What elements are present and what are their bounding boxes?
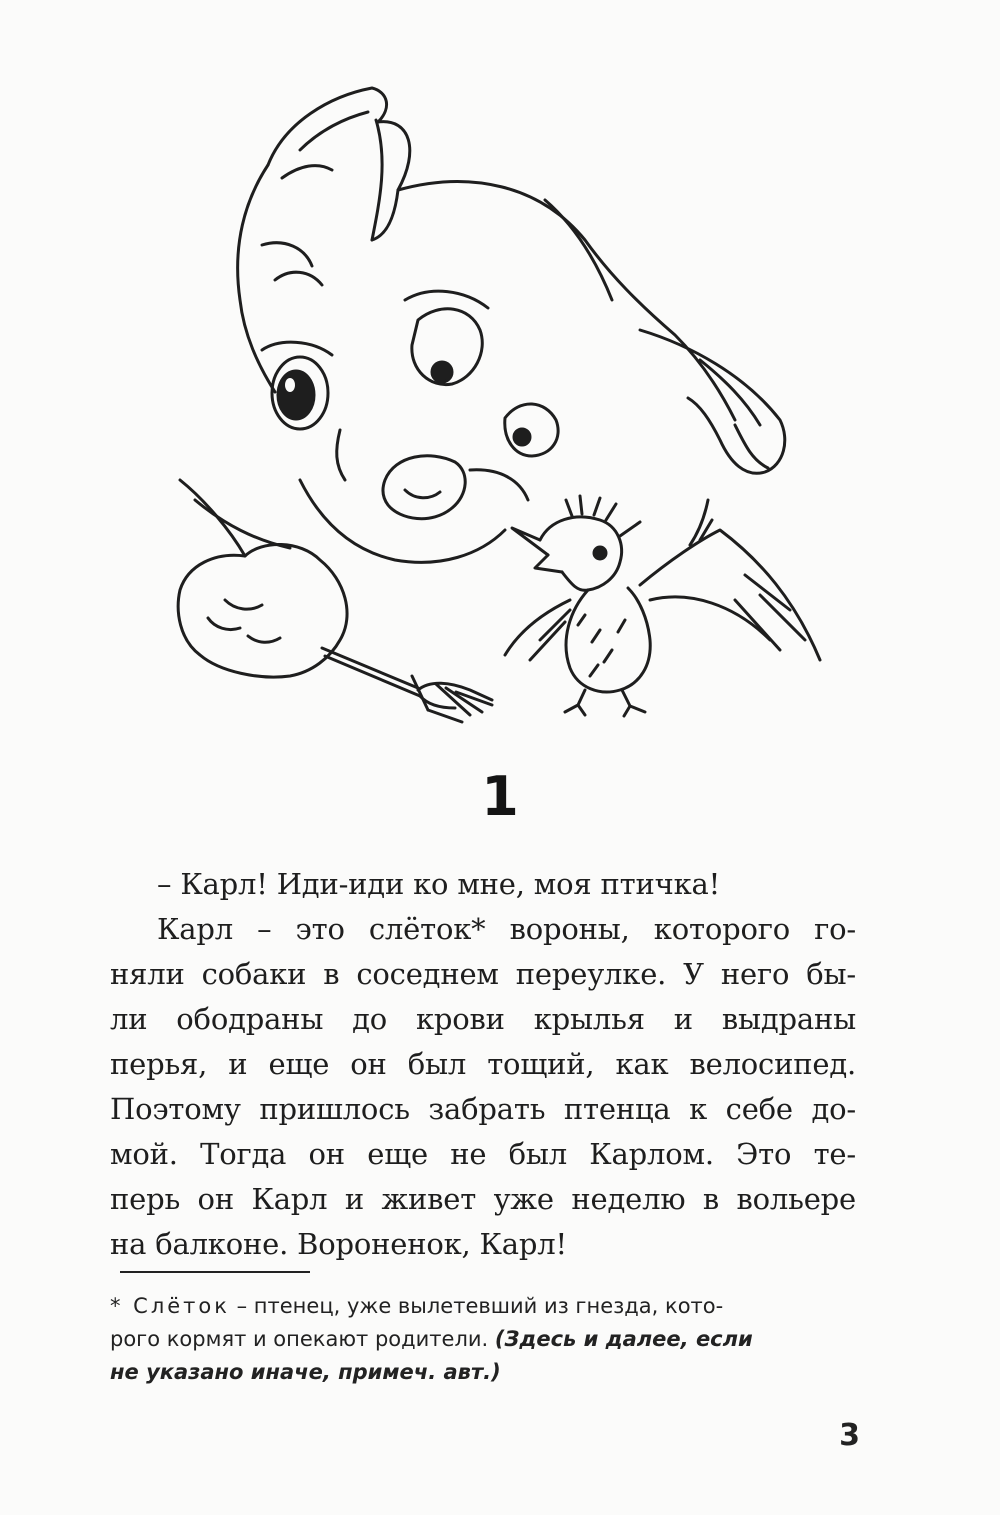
paragraph-1 — [110, 862, 856, 907]
footnote-editorial-note-cont: не указано иначе, примеч. авт.) — [110, 1360, 501, 1384]
paragraph-2 — [110, 907, 856, 952]
text-line: – Карл! Иди-иди ко мне, моя птичка! — [157, 867, 721, 901]
text-line: Поэтому пришлось забрать птенца к себе до- — [110, 1092, 856, 1126]
crow-fledgling-drawing — [505, 496, 820, 716]
body-text — [110, 862, 856, 1267]
footnote-editorial-note: (Здесь и далее, если — [494, 1327, 753, 1351]
text-line: мой. Тогда он еще не был Карлом. Это те- — [110, 1137, 856, 1171]
footnote-term: * Слёток — [110, 1294, 230, 1318]
footnote-divider — [120, 1271, 310, 1273]
text-line: ли ободраны до крови крылья и выдраны — [110, 1002, 856, 1036]
text-line: перь он Карл и живет уже неделю в вольере — [110, 1182, 856, 1216]
text-line: Карл – это слёток* вороны, которого го- — [157, 912, 856, 946]
page-number: 3 — [839, 1418, 860, 1453]
footnote-line-3 — [110, 1356, 856, 1389]
footnote — [110, 1290, 856, 1389]
text-line: няли собаки в соседнем переулке. У него бы- — [110, 957, 856, 991]
footnote-line-1 — [110, 1290, 856, 1323]
footnote-definition-cont: рого кормят и опекают родители. — [110, 1327, 495, 1351]
text-line: перья, и еще он был тощий, как велосипед. — [110, 1047, 856, 1081]
footnote-definition: – птенец, уже вылетевший из гнезда, кото- — [229, 1294, 724, 1318]
dog-drawing — [178, 88, 785, 722]
text-line: на балконе. Вороненок, Карл! — [110, 1227, 567, 1261]
chapter-number: 1 — [481, 765, 519, 828]
footnote-line-2 — [110, 1323, 856, 1356]
